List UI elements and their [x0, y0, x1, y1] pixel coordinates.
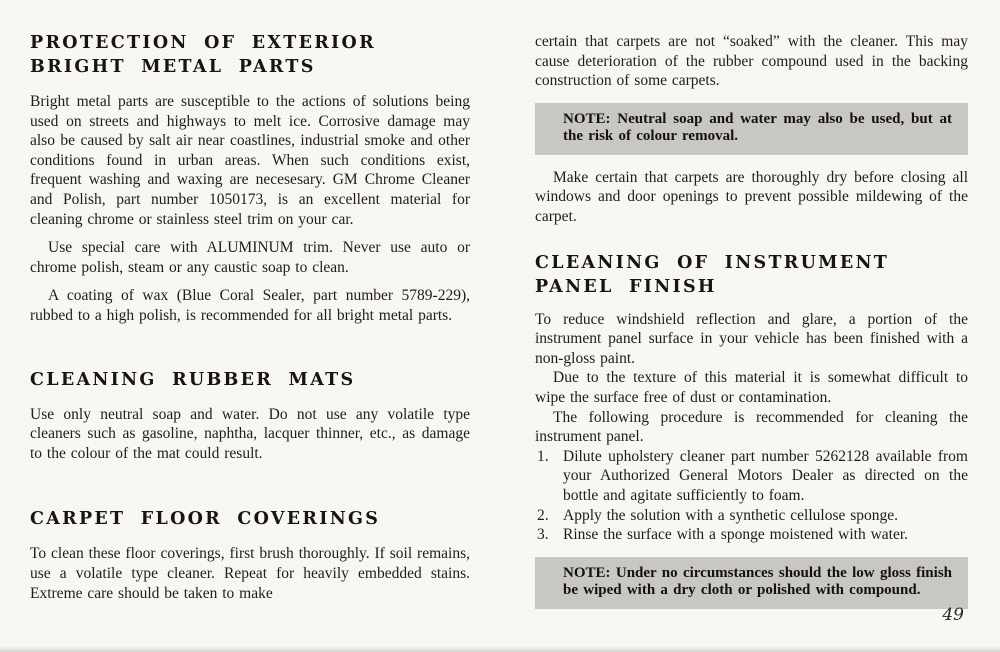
note-box-neutral-soap: NOTE: Neutral soap and water may also be used, but at the risk of colour removal. — [535, 103, 968, 155]
heading-line: PROTECTION OF EXTERIOR — [30, 33, 376, 53]
heading-protection-exterior-bright-metal-parts — [30, 31, 470, 79]
list-item — [535, 506, 968, 526]
numbered-list-cleaning-procedure — [535, 447, 968, 545]
paragraph-procedure: The following procedure is recommended for cleaning the instrument panel. — [535, 408, 968, 446]
heading-cleaning-instrument-panel-finish — [535, 251, 968, 299]
left-column — [30, 30, 470, 603]
paragraph-carpet-continued: certain that carpets are not “soaked” with the cleaner. This may cause deterioration of the rubber compound used in the backing construction of some carpets. — [535, 33, 968, 90]
paragraph-windshield-reflection: To reduce windshield reflection and glare, a portion of the instrument panel surface in your vehicle has been finished with a non-gloss paint. — [535, 310, 968, 367]
list-item-number: 2. — [537, 506, 549, 524]
paragraph-texture: Due to the texture of this material it is somewhat difficult to wipe the surface free of dust or contamination. — [535, 369, 968, 406]
page-number: 49 — [942, 605, 964, 625]
list-item-text: Rinse the surface with a sponge moistened with water. — [563, 526, 909, 544]
list-item-number: 1. — [537, 447, 549, 465]
list-item — [535, 525, 968, 545]
heading-carpet-floor-coverings: CARPET FLOOR COVERINGS — [30, 509, 381, 530]
heading-line: PANEL FINISH — [535, 276, 717, 297]
page-bottom-shadow — [0, 646, 1000, 652]
list-item-text: Dilute upholstery cleaner part number 5262128 available from your Authorized General Motors Dealer as directed on the bottle and agitate sufficiently to foam. — [563, 447, 968, 504]
paragraph-rubber-mats: Use only neutral soap and water. Do not use any volatile type cleaners such as gasoline, naphtha, lacquer thinner, etc., as damage to the colour of the mat could result. — [30, 405, 470, 462]
note-box-low-gloss: NOTE: Under no circumstances should the low gloss finish be wiped with a dry cloth or polished with compound. — [535, 557, 968, 609]
paragraph-aluminum-trim: Use special care with ALUMINUM trim. Never use auto or chrome polish, steam or any caustic soap to clean. — [30, 239, 470, 276]
list-item-number: 3. — [537, 526, 549, 544]
heading-line: CLEANING OF INSTRUMENT — [535, 252, 890, 273]
list-item-text: Apply the solution with a synthetic cellulose sponge. — [563, 506, 899, 524]
paragraph-bright-metal: Bright metal parts are susceptible to the actions of solutions being used on streets and highways to melt ice. Corrosive damage may also be caused by salt air near coastlines, industrial smoke and other conditions found in urban areas. When such conditions exist, frequent washing and waxing are necesesary. GM Chrome Cleaner and Polish, part number 1050173, is an excellent material for cleaning chrome or stainless steel trim on your car. — [30, 93, 470, 228]
paragraph-wax-coating: A coating of wax (Blue Coral Sealer, part number 5789-229), rubbed to a high polish, is recommended for all bright metal parts. — [30, 287, 470, 324]
right-column — [535, 30, 968, 609]
list-item — [535, 447, 968, 506]
heading-cleaning-rubber-mats: CLEANING RUBBER MATS — [30, 369, 356, 390]
paragraph-carpet-dry: Make certain that carpets are thoroughly dry before closing all windows and door openings to prevent possible mildewing of the carpet. — [535, 168, 968, 225]
heading-line: BRIGHT METAL PARTS — [30, 57, 316, 77]
paragraph-carpet-coverings: To clean these floor coverings, first brush thoroughly. If soil remains, use a volatile type cleaner. Repeat for heavily embedded stains. Extreme care should be taken to make — [30, 545, 470, 602]
